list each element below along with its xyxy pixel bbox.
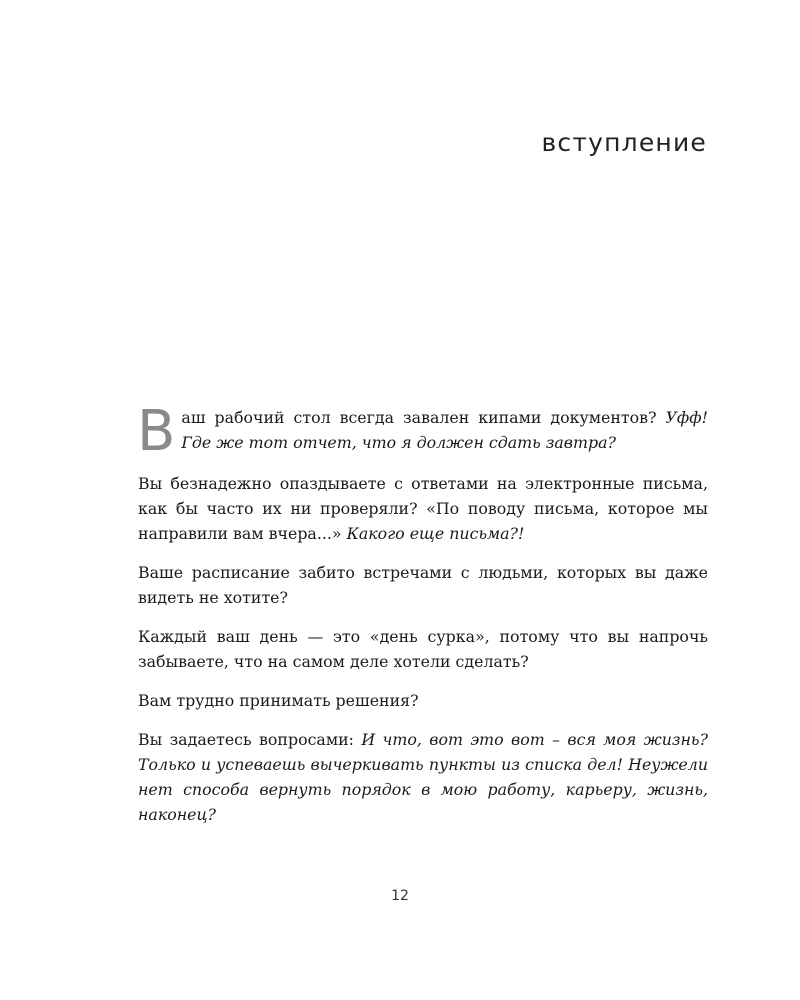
paragraph-1-text: аш рабочий стол всегда завален кипами документов? xyxy=(181,408,657,427)
paragraph-1-italic: Уфф! Где же тот отчет, что я должен сдать завтра? xyxy=(181,408,708,452)
paragraph-4-text: Каждый ваш день — это «день сурка», потому что вы напрочь забываете, что на самом деле хотели сделать? xyxy=(138,627,708,671)
paragraph-6 xyxy=(138,727,708,827)
paragraph-3 xyxy=(138,560,708,610)
body-text xyxy=(137,399,708,841)
paragraph-5 xyxy=(138,688,708,713)
drop-cap: В xyxy=(137,399,176,464)
paragraph-2-italic: Какого еще письма?! xyxy=(346,524,525,543)
chapter-title: вступление xyxy=(541,128,707,157)
paragraph-6-text: Вы задаетесь вопросами: xyxy=(138,730,354,749)
paragraph-5-text: Вам трудно принимать решения? xyxy=(138,691,419,710)
paragraph-1 xyxy=(137,399,708,464)
page-number: 12 xyxy=(391,888,409,904)
paragraph-2-text: Вы безнадежно опаздываете с ответами на электронные письма, как бы часто их ни проверяли? «По поводу письма, которое мы направили вам вчера...» xyxy=(138,474,708,543)
paragraph-6-italic: И что, вот это вот – вся моя жизнь? Только и успеваешь вычеркивать пункты из списка дел! Неужели нет способа вернуть порядок в мою работу, карьеру, жизнь, наконец? xyxy=(138,730,708,824)
paragraph-3-text: Ваше расписание забито встречами с людьми, которых вы даже видеть не хотите? xyxy=(138,563,708,607)
paragraph-2 xyxy=(138,471,708,546)
paragraph-4 xyxy=(138,624,708,674)
